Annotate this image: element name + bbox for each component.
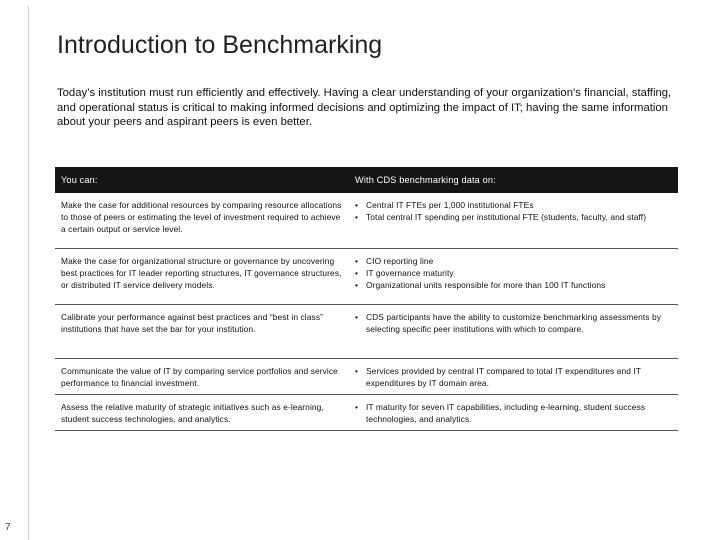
page-number: 7: [5, 522, 11, 533]
row-cds-data-cell: [349, 305, 678, 358]
bullet-icon: •: [355, 366, 359, 376]
slide-title: Introduction to Benchmarking: [57, 31, 383, 59]
bullet-item: [355, 365, 674, 389]
table-row: [55, 359, 678, 395]
row-you-can-cell: Communicate the value of IT by comparing service portfolios and service performance to financial investment.: [61, 366, 338, 388]
table-row: [55, 305, 678, 359]
bullet-icon: •: [355, 280, 359, 290]
row-cds-data-cell: [349, 359, 678, 394]
bullet-text: Central IT FTEs per 1,000 institutional FTEs: [366, 200, 534, 210]
row-you-can-cell: Calibrate your performance against best practices and “best in class” institutions that have set the bar for your institution.: [61, 312, 323, 334]
row-you-can-cell: Make the case for additional resources by comparing resource allocations to those of peers or estimating the level of investment required to achieve a certain output or service level.: [61, 200, 342, 234]
bullet-item: [355, 267, 674, 279]
row-cds-data-cell: [349, 395, 678, 430]
bullet-icon: •: [355, 212, 359, 222]
bullet-text: IT governance maturity: [366, 268, 454, 278]
bullet-icon: •: [355, 268, 359, 278]
row-you-can-cell: Assess the relative maturity of strategic initiatives such as e-learning, student success technologies, and analytics.: [61, 402, 324, 424]
bullet-item: [355, 211, 674, 223]
bullet-icon: •: [355, 256, 359, 266]
table-header: [55, 167, 678, 193]
col-header-you-can: You can:: [61, 175, 98, 185]
bullet-item: [355, 199, 674, 211]
table-row: [55, 193, 678, 249]
row-cds-data-cell: [349, 249, 678, 304]
bullet-text: IT maturity for seven IT capabilities, including e-learning, student success technologies, and analytics.: [366, 402, 646, 424]
col-header-cds-data: With CDS benchmarking data on:: [355, 175, 496, 185]
bullet-item: [355, 279, 674, 291]
row-you-can-cell: Make the case for organizational structure or governance by uncovering best practices for IT leader reporting structures, IT governance structures, or distributed IT service delivery models.: [61, 256, 342, 290]
table-row: [55, 249, 678, 305]
benchmark-table: [55, 167, 678, 431]
intro-paragraph: Today’s institution must run efficiently and effectively. Having a clear understanding of your organization’s financial, staffing, and operational status is critical to making informed decisions and optimizing the impact of IT; having the same information about your peers and aspirant peers is even better.: [57, 87, 672, 128]
bullet-item: [355, 255, 674, 267]
bullet-icon: •: [355, 312, 359, 322]
bullet-item: [355, 401, 674, 425]
left-margin-rule: [28, 6, 29, 540]
bullet-text: Services provided by central IT compared to total IT expenditures and IT expenditures by IT domain area.: [366, 366, 641, 388]
bullet-text: Total central IT spending per institutional FTE (students, faculty, and staff): [366, 212, 647, 222]
table-row: [55, 395, 678, 431]
row-cds-data-cell: [349, 193, 678, 248]
bullet-icon: •: [355, 402, 359, 412]
bullet-text: CIO reporting line: [366, 256, 434, 266]
bullet-icon: •: [355, 200, 359, 210]
bullet-text: Organizational units responsible for more than 100 IT functions: [366, 280, 606, 290]
bullet-text: CDS participants have the ability to customize benchmarking assessments by selecting specific peer institutions with which to compare.: [366, 312, 662, 334]
bullet-item: [355, 311, 674, 335]
